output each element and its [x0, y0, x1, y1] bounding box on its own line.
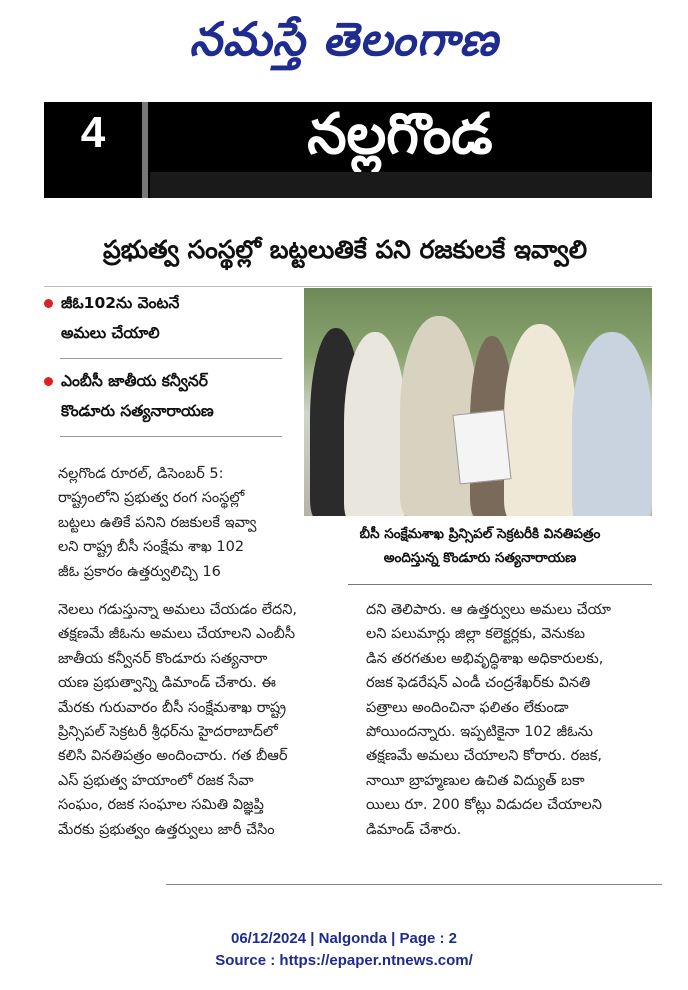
highlight-2 [44, 366, 289, 426]
article-left-column [58, 598, 338, 842]
highlight-2-line1: ఎంబీసీ జాతీయ కన్వీనర్ [61, 372, 208, 390]
article-line: రజక ఫెడరేషన్ ఎండీ చంద్రశేఖర్‌కు వినతి [366, 675, 591, 692]
article-line: ప్రిన్సిపల్ సెక్రటరీ శ్రీధర్‌ను హైదరాబాద్‌లో [58, 724, 278, 741]
article-line: లని రాష్ట్ర బీసీ సంక్షేమ శాఖ 102 [58, 539, 245, 556]
article-headline: ప్రభుత్వ సంస్థల్లో బట్టలుతికే పని రజకులకే ఇవ్వాలి [102, 235, 588, 264]
article-line: లని పలుమార్లు జిల్లా కలెక్టర్లకు, వెనుకబ [366, 626, 586, 643]
photo-caption [304, 522, 656, 570]
masthead-title: నమస్తే తెలంగాణ [189, 12, 499, 66]
article-line: యణ ప్రభుత్వాన్ని డిమాండ్ చేశారు. ఈ [58, 675, 276, 692]
article-line: యిలు రూ. 200 కోట్లు విడుదల చేయాలని [366, 797, 602, 814]
article-line: బట్టలు ఉతికే పనిని రజకులకే ఇవ్వా [58, 514, 257, 531]
section-title: నల్లగొండ [307, 102, 493, 167]
article-line: తక్షణమే అమలు చేయాలని కోరారు. రజక, [366, 748, 603, 765]
article-end-rule [166, 884, 662, 885]
petition-document [452, 409, 511, 484]
article-line: నెలలు గడుస్తున్నా అమలు చేయడం లేదని, [58, 602, 298, 618]
section-band-base [150, 172, 652, 198]
person-figure [572, 332, 652, 516]
highlight-1-line2: అమలు చేయాలి [61, 324, 160, 342]
article-line: జాతీయ కన్వీనర్ కొండూరు సత్యనారా [58, 650, 268, 667]
article-line: తక్షణమే జీఓను అమలు చేయాలని ఎంబీసీ [58, 626, 296, 643]
article-line: పోయిందన్నారు. ఇప్పటికైనా 102 జీఓను [366, 724, 593, 741]
article-line: పత్రాలు అందించినా ఫలితం లేకుండా [366, 699, 569, 716]
section-band-divider [142, 102, 148, 198]
caption-rule [348, 584, 652, 585]
article-line: నల్లగొండ రూరల్, డిసెంబర్ 5: [58, 466, 224, 482]
person-figure [504, 324, 576, 516]
highlight-separator [60, 358, 282, 359]
news-photo [304, 288, 652, 516]
bullet-dot-icon [44, 299, 53, 308]
article-line: మేరకు ప్రభుత్వం ఉత్తర్వులు జారీ చేసిం [58, 821, 275, 838]
highlight-1 [44, 288, 289, 348]
article-line: డిన తరగతుల అభివృద్ధిశాఖ అధికారులకు, [366, 650, 604, 667]
highlight-separator [60, 436, 282, 437]
article-line: జీఓ ప్రకారం ఉత్తర్వులిచ్చి 16 [58, 563, 221, 580]
edition-info: 06/12/2024 | Nalgonda | Page : 2 [231, 930, 457, 947]
highlight-2-line2: కొండూరు సత్యనారాయణ [61, 402, 214, 420]
article-right-column [366, 598, 656, 842]
article-line: రాష్ట్రంలోని ప్రభుత్వ రంగ సంస్థల్లో [58, 490, 245, 507]
article-line: దని తెలిపారు. ఆ ఉత్తర్వులు అమలు చేయా [366, 602, 611, 618]
page-footer [0, 928, 688, 972]
article-line: ఎస్ ప్రభుత్వ హయాంలో రజక సేవా [58, 772, 254, 789]
bullet-dot-icon [44, 377, 53, 386]
photo-caption-line2: అందిస్తున్న కొండూరు సత్యనారాయణ [383, 550, 577, 566]
highlight-1-line1: జీఓ102ను వెంటనే [61, 294, 180, 312]
article-line: మేరకు గురువారం బీసీ సంక్షేమశాఖ రాష్ట్ర [58, 699, 287, 716]
photo-caption-line1: బీసీ సంక్షేమశాఖ ప్రిన్సిపల్ సెక్రటరీకి వినతిపత్రం [359, 526, 601, 542]
headline-rule [44, 286, 652, 287]
article-narrow-column [58, 462, 294, 584]
article-line: నాయీ బ్రాహ్మణుల ఉచిత విద్యుత్ బకా [366, 772, 585, 789]
source-info: Source : https://epaper.ntnews.com/ [215, 952, 473, 969]
article-line: డిమాండ్ చేశారు. [366, 821, 462, 838]
article-line: కలిసి వినతిపత్రం అందించారు. గత బీఆర్ [58, 748, 288, 765]
article-line: సంఘం, రజక సంఘాల సమితి విజ్ఞప్తి [58, 797, 264, 814]
person-figure [344, 332, 406, 516]
page-number: 4 [80, 108, 106, 157]
